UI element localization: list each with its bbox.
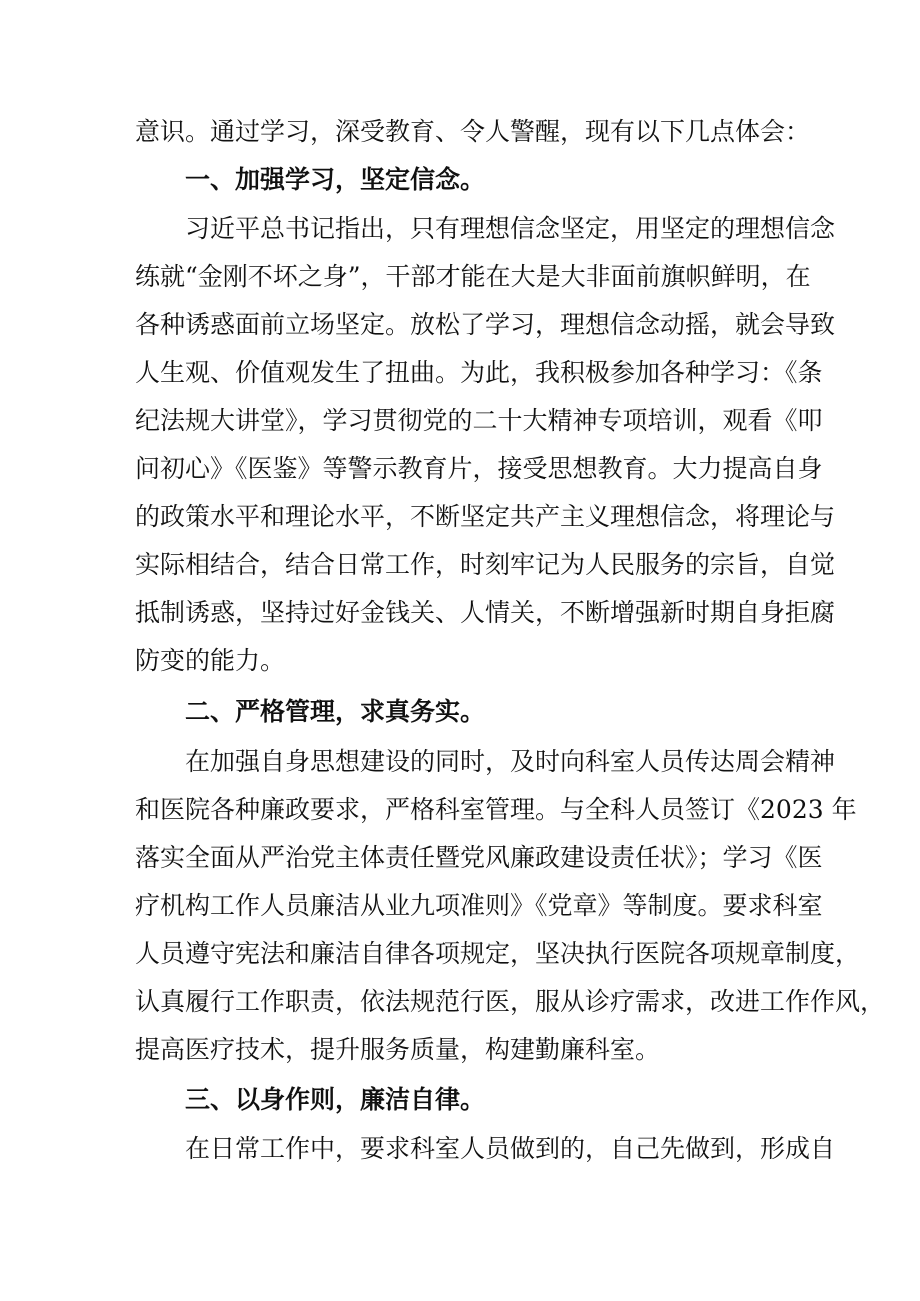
paragraph-line: 抵制诱惑，坚持过好金钱关、人情关，不断增强新时期自身拒腐 xyxy=(135,598,836,627)
section-heading-1: 一、加强学习，坚定信念。 xyxy=(185,165,486,194)
paragraph-line: 实际相结合，结合日常工作，时刻牢记为人民服务的宗旨，自觉 xyxy=(135,550,836,579)
paragraph-line: 在加强自身思想建设的同时，及时向科室人员传达周会精神 xyxy=(185,747,836,776)
paragraph-line: 问初心》《医鉴》等警示教育片，接受思想教育。大力提高自身 xyxy=(135,454,823,483)
section-heading-2: 二、严格管理，求真务实。 xyxy=(185,697,486,726)
paragraph-line: 在日常工作中，要求科室人员做到的，自己先做到，形成自 xyxy=(185,1134,836,1163)
paragraph-line: 人生观、价值观发生了扭曲。为此，我积极参加各种学习：《条 xyxy=(135,358,823,387)
paragraph-line: 意识。通过学习，深受教育、令人警醒，现有以下几点体会： xyxy=(135,117,811,146)
section-heading-3: 三、以身作则，廉洁自律。 xyxy=(185,1085,486,1114)
paragraph-line: 疗机构工作人员廉洁从业九项准则》《党章》等制度。要求科室 xyxy=(135,891,823,920)
paragraph-line: 防变的能力。 xyxy=(135,646,286,675)
paragraph-line: 纪法规大讲堂》，学习贯彻党的二十大精神专项培训，观看《叩 xyxy=(135,406,823,435)
paragraph-line: 习近平总书记指出，只有理想信念坚定，用坚定的理想信念 xyxy=(185,214,836,243)
paragraph-line: 各种诱惑面前立场坚定。放松了学习，理想信念动摇，就会导致 xyxy=(135,310,836,339)
paragraph-line: 的政策水平和理论水平，不断坚定共产主义理想信念，将理论与 xyxy=(135,502,836,531)
paragraph-line: 练就“金刚不坏之身”，干部才能在大是大非面前旗帜鲜明，在 xyxy=(135,262,811,291)
paragraph-line: 人员遵守宪法和廉洁自律各项规定，坚决执行医院各项规章制度， xyxy=(135,939,861,968)
paragraph-line: 提高医疗技术，提升服务质量，构建勤廉科室。 xyxy=(135,1035,661,1064)
paragraph-line: 认真履行工作职责，依法规范行医，服从诊疗需求，改进工作作风， xyxy=(135,987,886,1016)
paragraph-line: 落实全面从严治党主体责任暨党风廉政建设责任状》；学习《医 xyxy=(135,843,823,872)
paragraph-line: 和医院各种廉政要求，严格科室管理。与全科人员签订《2023 年 xyxy=(135,795,857,824)
